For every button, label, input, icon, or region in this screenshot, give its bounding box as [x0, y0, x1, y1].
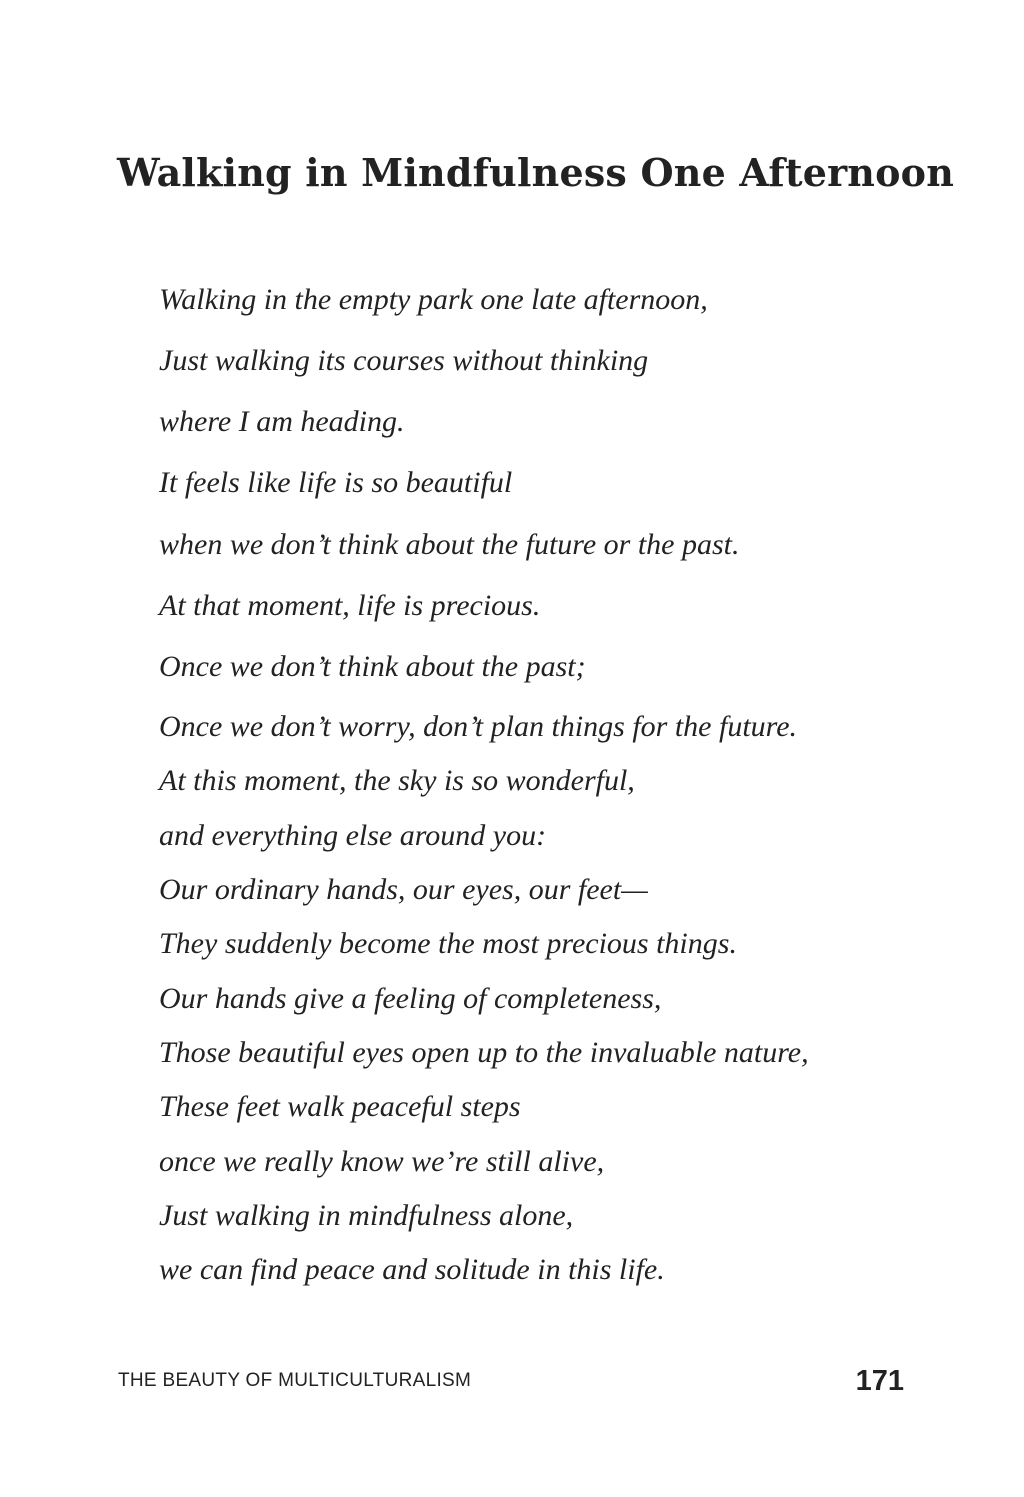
poem-line: Those beautiful eyes open up to the invaluable nature, — [159, 1036, 809, 1069]
poem-line: Just walking in mindfulness alone, — [159, 1199, 574, 1232]
poem-line: when we don’t think about the future or the past. — [159, 528, 740, 561]
poem-line: we can find peace and solitude in this life. — [159, 1253, 665, 1286]
running-footer-title: THE BEAUTY OF MULTICULTURALISM — [118, 1370, 472, 1391]
poem-line: where I am heading. — [159, 405, 405, 438]
poem-line: once we really know we’re still alive, — [159, 1145, 605, 1178]
page-number: 171 — [855, 1365, 904, 1397]
poem-line: At this moment, the sky is so wonderful, — [159, 764, 635, 797]
page-title: Walking in Mindfulness One Afternoon — [117, 150, 955, 195]
poem-line: Once we don’t think about the past; — [159, 650, 586, 683]
poem-line: Just walking its courses without thinking — [159, 344, 649, 377]
poem-line: These feet walk peaceful steps — [159, 1090, 521, 1123]
poem-line: and everything else around you: — [159, 819, 547, 852]
poem-line: Once we don’t worry, don’t plan things for the future. — [159, 710, 798, 743]
poem-line: Our hands give a feeling of completeness, — [159, 982, 662, 1015]
poem-line: Our ordinary hands, our eyes, our feet— — [159, 873, 648, 906]
poem-line: Walking in the empty park one late afternoon, — [159, 283, 708, 316]
poem-line: At that moment, life is precious. — [159, 589, 541, 622]
poem-line: They suddenly become the most precious things. — [159, 927, 737, 960]
poem-line: It feels like life is so beautiful — [159, 466, 513, 499]
